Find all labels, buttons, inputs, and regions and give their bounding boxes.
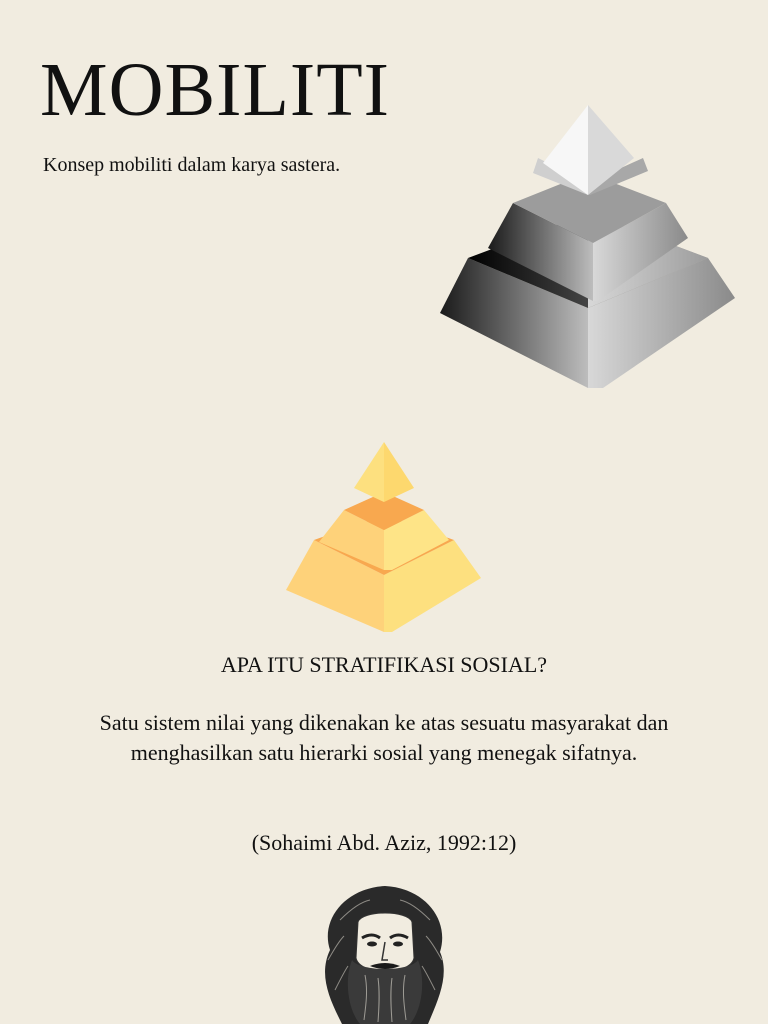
definition-text: Satu sistem nilai yang dikenakan ke atas sesuatu masyarakat dan menghasilkan satu hierarki sosial yang menegak sifatnya. [99,710,669,765]
slide-subtitle: Konsep mobiliti dalam karya sastera. [43,154,341,176]
citation-text: (Sohaimi Abd. Aziz, 1992:12) [251,830,517,855]
gold-pyramid-icon [284,440,484,636]
gray-pyramid-icon [438,103,738,393]
bearded-man-portrait-icon [300,880,470,1024]
section-heading: APA ITU STRATIFIKASI SOSIAL? [220,652,548,677]
slide-title: MOBILITI [40,48,390,132]
